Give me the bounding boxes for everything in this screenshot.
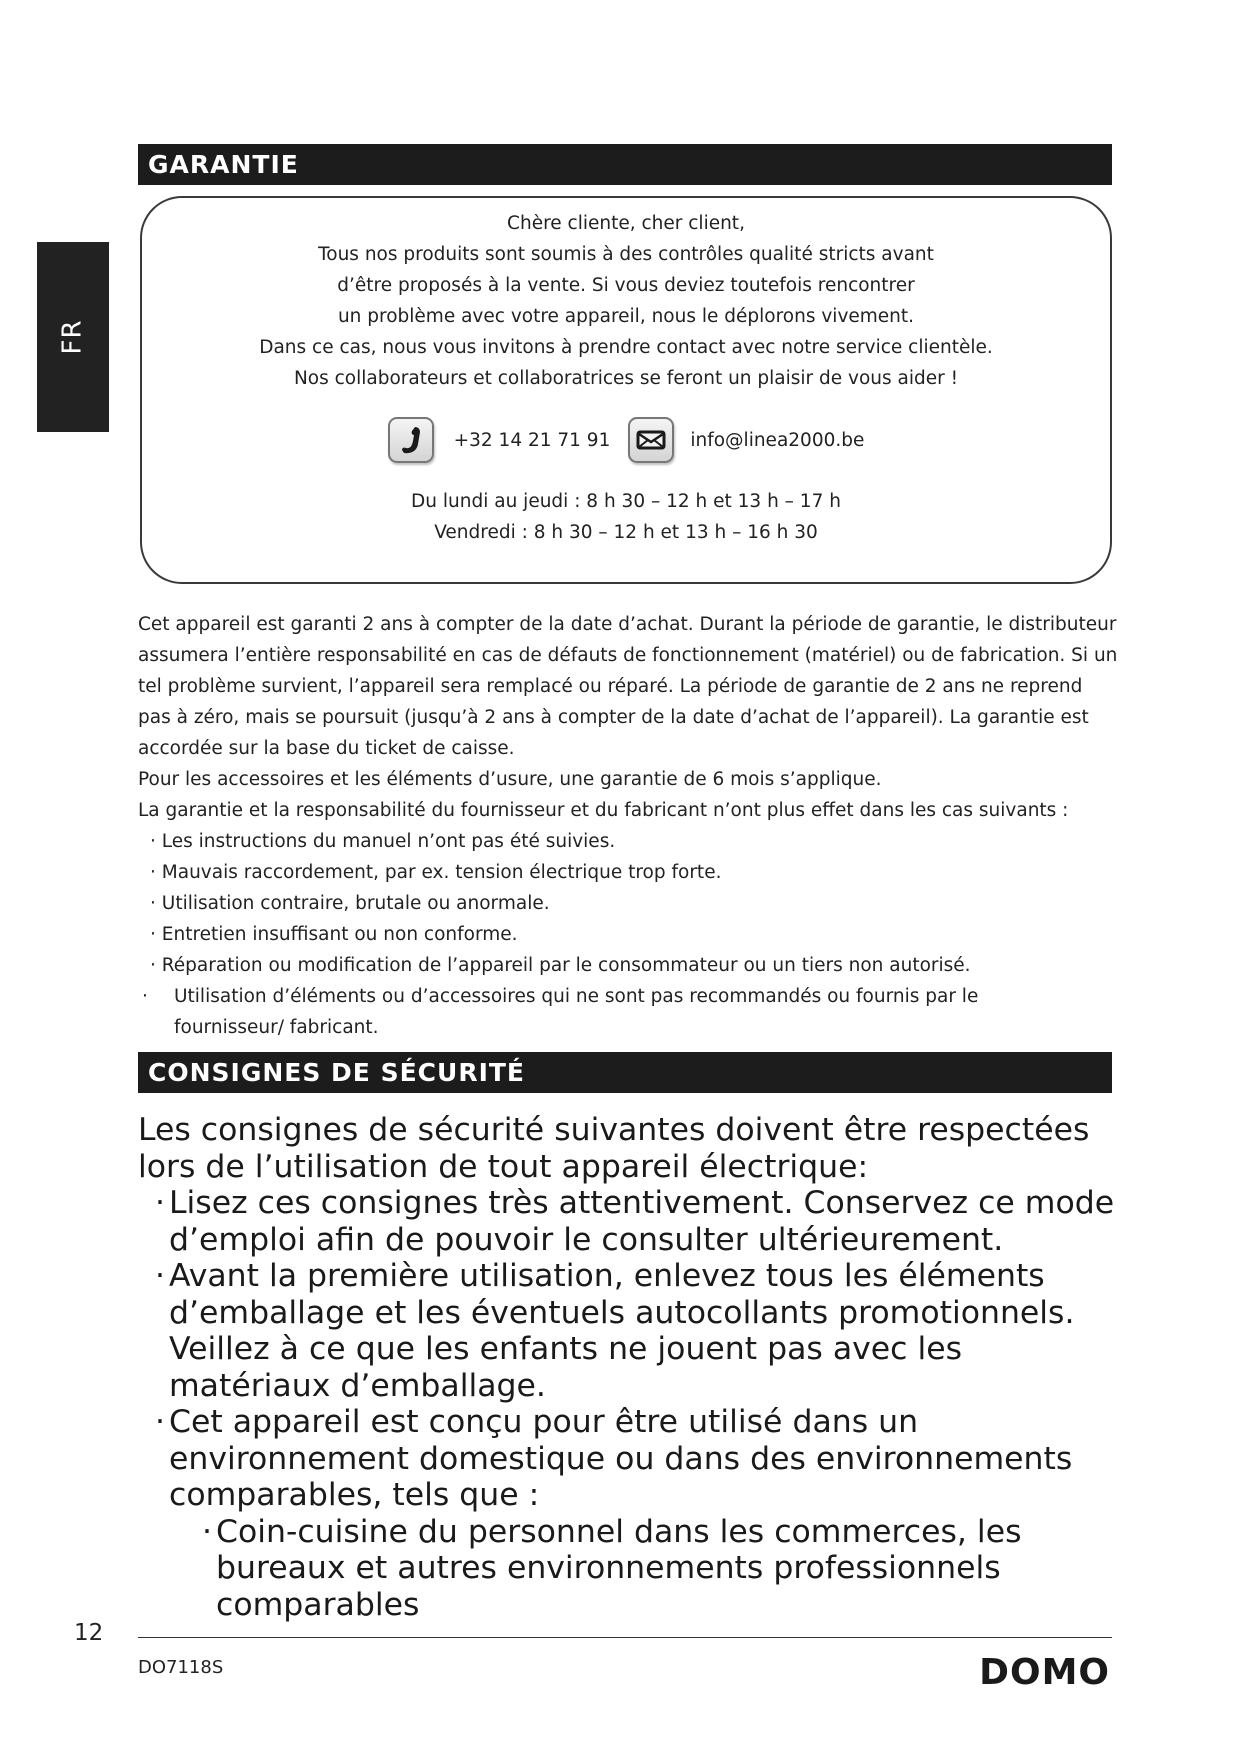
page-number: 12	[74, 1620, 104, 1646]
list-item: · Utilisation d’éléments ou d’accessoires qui ne sont pas recommandés ou fournis par le fournisseur/ fabricant.	[138, 981, 1118, 1043]
warranty-paragraph: Cet appareil est garanti 2 ans à compter de la date d’achat. Durant la période de garantie, le distributeur assumera l’entière responsabilité en cas de défauts de fonctionnement (matériel) ou de fabrication. Si un tel problème survient, l’appareil sera remplacé ou réparé. La période de garantie de 2 ans ne reprend pas à zéro, mais se poursuit (jusqu’à 2 ans à compter de la date d’achat de l’appareil). La garantie est accordée sur la base du ticket de caisse.	[138, 614, 1118, 759]
contact-row	[142, 414, 1110, 466]
language-tab	[37, 242, 109, 432]
bullet: ·	[155, 1404, 166, 1440]
opening-hours	[142, 486, 1110, 548]
language-label: FR	[58, 319, 88, 355]
phone-icon	[388, 417, 434, 463]
bullet: ·	[150, 862, 156, 883]
customer-service-box	[140, 196, 1112, 584]
warranty-paragraph: La garantie et la responsabilité du fournisseur et du fabricant n’ont plus effet dans les cas suivants :	[138, 800, 1069, 821]
bullet: ·	[150, 831, 156, 852]
list-item: · Entretien insuffisant ou non conforme.	[150, 924, 518, 945]
safety-item: · Lisez ces consignes très attentivement. Conservez ce mode d’emploi afin de pouvoir le consulter ultérieurement.	[155, 1185, 1115, 1258]
safety-sub-item: · Coin-cuisine du personnel dans les commerces, les bureaux et autres environnements professionnels comparables	[202, 1513, 1022, 1623]
safety-instructions	[138, 1112, 1128, 1623]
service-intro	[142, 208, 1110, 394]
warranty-terms	[138, 609, 1118, 1043]
intro-line: un problème avec votre appareil, nous le déplorons vivement.	[337, 306, 915, 327]
intro-line: Tous nos produits sont soumis à des contrôles qualité stricts avant	[318, 244, 934, 265]
brand-logo: DOMO	[979, 1652, 1110, 1693]
hours-line: Vendredi : 8 h 30 – 12 h et 13 h – 16 h 30	[434, 522, 818, 543]
bullet: ·	[150, 955, 156, 976]
email-address[interactable]: info@linea2000.be	[690, 429, 865, 451]
bullet: ·	[142, 986, 148, 1007]
section-title-securite: CONSIGNES DE SÉCURITÉ	[138, 1052, 1112, 1093]
list-item: · Les instructions du manuel n’ont pas été suivies.	[150, 831, 616, 852]
model-number: DO7118S	[138, 1657, 224, 1678]
bullet: ·	[202, 1513, 213, 1550]
list-item: · Réparation ou modification de l’appareil par le consommateur ou un tiers non autorisé.	[150, 955, 971, 976]
bullet: ·	[150, 893, 156, 914]
safety-intro: Les consignes de sécurité suivantes doivent être respectées lors de l’utilisation de tout appareil électrique:	[138, 1112, 1090, 1185]
bullet: ·	[155, 1258, 166, 1294]
phone-number[interactable]: +32 14 21 71 91	[453, 429, 611, 451]
safety-item: · Cet appareil est conçu pour être utilisé dans un environnement domestique ou dans des environnements comparables, tels que :	[155, 1404, 1073, 1513]
intro-line: Dans ce cas, nous vous invitons à prendre contact avec notre service clientèle.	[259, 337, 993, 358]
list-item: · Utilisation contraire, brutale ou anormale.	[150, 893, 550, 914]
intro-line: d’être proposés à la vente. Si vous deviez toutefois rencontrer	[337, 275, 915, 296]
list-item: · Mauvais raccordement, par ex. tension électrique trop forte.	[150, 862, 722, 883]
safety-item: · Avant la première utilisation, enlevez tous les éléments d’emballage et les éventuels autocollants promotionnels. Veillez à ce que les enfants ne jouent pas avec les matériaux d’emballage.	[155, 1258, 1075, 1404]
mail-icon	[628, 417, 674, 463]
section-title-garantie: GARANTIE	[138, 144, 1112, 185]
bullet: ·	[155, 1185, 166, 1221]
intro-line: Chère cliente, cher client,	[507, 213, 745, 234]
hours-line: Du lundi au jeudi : 8 h 30 – 12 h et 13 h – 17 h	[411, 491, 841, 512]
footer-divider	[138, 1637, 1112, 1638]
bullet: ·	[150, 924, 156, 945]
warranty-paragraph: Pour les accessoires et les éléments d’usure, une garantie de 6 mois s’applique.	[138, 769, 882, 790]
intro-line: Nos collaborateurs et collaboratrices se feront un plaisir de vous aider !	[293, 368, 959, 389]
